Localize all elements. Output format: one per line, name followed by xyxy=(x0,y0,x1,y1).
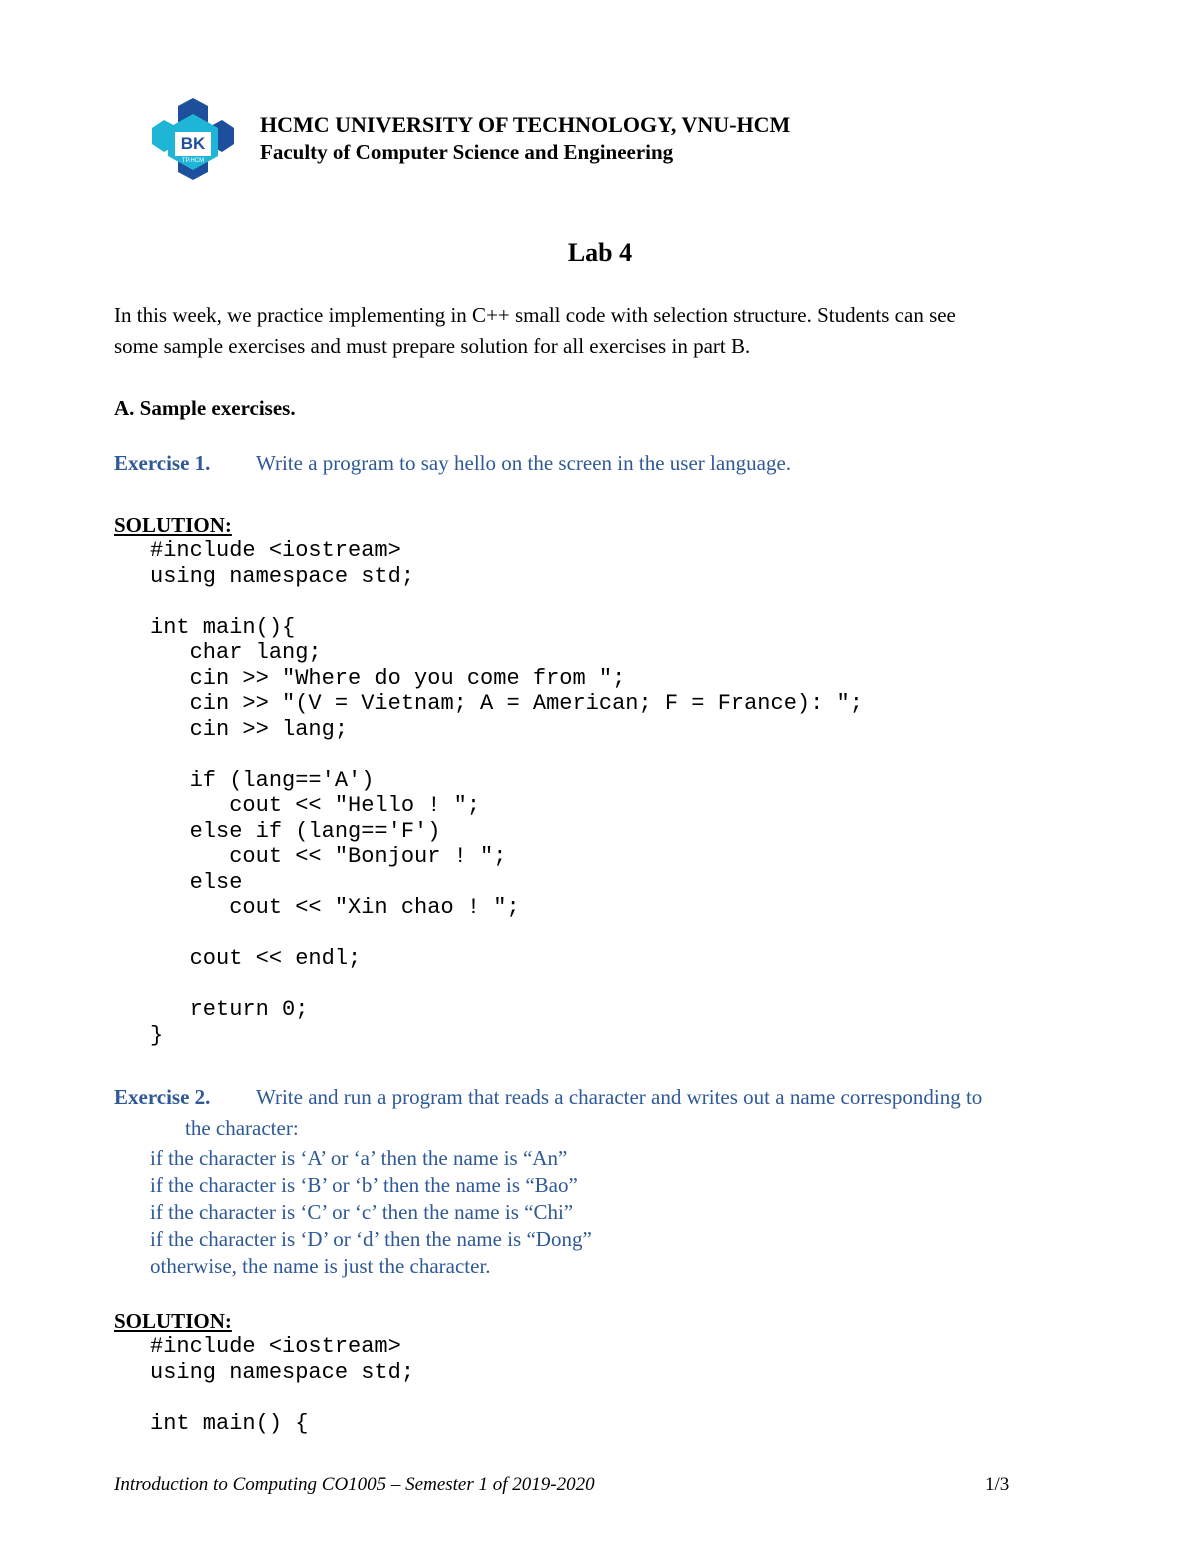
solution-1-code: #include <iostream> using namespace std; int main(){ char lang; cin >> "Where do you come from "; cin >> "(V = Vietnam; A = American; F = France): "; cin >> lang; if (lang=='A') cout << "Hello ! "; else if (lang=='F') cout << "Bonjour ! "; else cout << "Xin chao ! "; cout << endl; return 0; } xyxy=(150,538,863,1048)
condition-item: if the character is ‘D’ or ‘d’ then the name is “Dong” xyxy=(150,1227,592,1251)
footer-course: Introduction to Computing CO1005 – Semester 1 of 2019-2020 xyxy=(114,1474,595,1495)
intro-paragraph xyxy=(114,300,1094,362)
exercise-2-text-continued: the character: xyxy=(185,1116,299,1140)
solution-1-label: SOLUTION: xyxy=(114,513,232,537)
page-title: Lab 4 xyxy=(567,238,633,267)
condition-item: if the character is ‘C’ or ‘c’ then the name is “Chi” xyxy=(150,1200,574,1224)
exercise-2-text: Write and run a program that reads a character and writes out a name corresponding to xyxy=(256,1085,983,1109)
condition-item: if the character is ‘B’ or ‘b’ then the name is “Bao” xyxy=(150,1173,578,1197)
exercise-2-conditions xyxy=(150,1145,592,1280)
exercise-1-text: Write a program to say hello on the screen in the user language. xyxy=(256,451,792,475)
exercise-2-label: Exercise 2. xyxy=(114,1085,211,1109)
footer-page-number: 1/3 xyxy=(985,1474,1010,1495)
intro-line-2: some sample exercises and must prepare solution for all exercises in part B. xyxy=(114,334,751,358)
exercise-1-label: Exercise 1. xyxy=(114,451,211,475)
condition-item: otherwise, the name is just the character. xyxy=(150,1254,491,1278)
section-a-heading: A. Sample exercises. xyxy=(114,396,296,420)
condition-item: if the character is ‘A’ or ‘a’ then the name is “An” xyxy=(150,1146,568,1170)
svg-text:TP.HCM: TP.HCM xyxy=(181,158,205,164)
faculty-name: Faculty of Computer Science and Engineering xyxy=(260,140,674,164)
university-logo xyxy=(150,96,236,182)
solution-2-label: SOLUTION: xyxy=(114,1309,232,1333)
solution-2-code: #include <iostream> using namespace std; int main() { xyxy=(150,1334,415,1436)
svg-text:BK: BK xyxy=(180,134,206,153)
university-name: HCMC UNIVERSITY OF TECHNOLOGY, VNU-HCM xyxy=(260,112,791,137)
intro-line-1: In this week, we practice implementing in C++ small code with selection structure. Students can see xyxy=(114,303,956,327)
